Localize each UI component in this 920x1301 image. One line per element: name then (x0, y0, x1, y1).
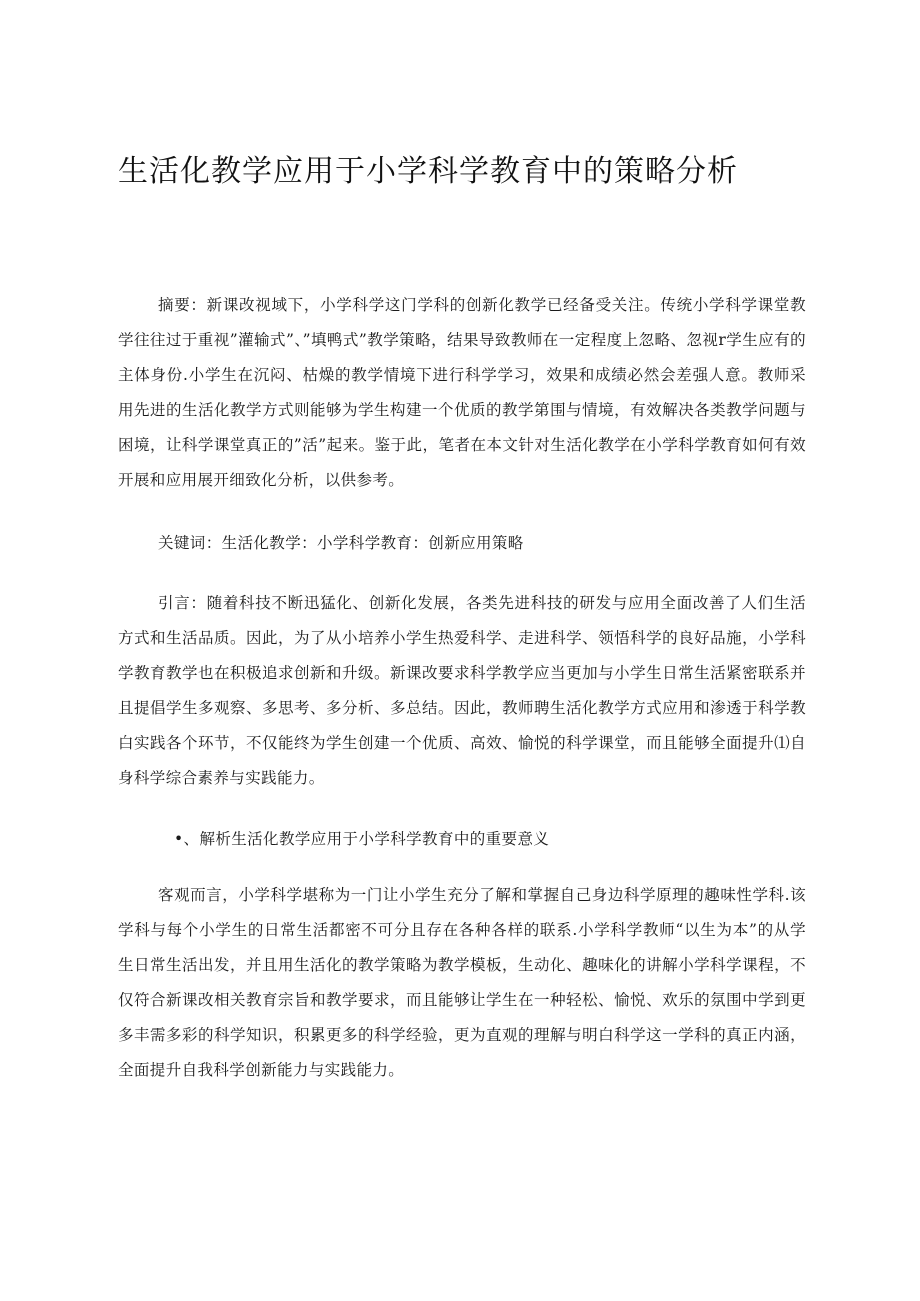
keywords-line: 关键词：生活化教学：小学科学教育：创新应用策略 (158, 534, 524, 552)
section-heading: •、解析生活化教学应用于小学科学教育中的重要意义 (174, 830, 550, 848)
document-title: 生活化教学应用于小学科学教育中的策略分析 (118, 154, 738, 189)
abstract-paragraph: 摘要：新课改视域下，小学科学这门学科的创新化教学已经备受关注。传统小学科学课堂教学往往过于重视”灌输式”、”填鸭式”教学策略，结果导致教师在一定程度上忽略、忽视r学生应有的主体身份.小学生在沉闷、枯燥的教学情境下进行科学学习，效果和成绩必然会差强人意。教师采用先进的生活化教学方式则能够为学生构建一个优质的教学第围与情境，有效解决各类教学问题与困境，让科学课堂真正的”活”起来。鉴于此，笔者在本文针对生活化教学在小学科学教育如何有效开展和应用展开细致化分析，以供参考。 (118, 296, 806, 489)
section-body-paragraph: 客观而言，小学科学堪称为一门让小学生充分了解和掌握自己身边科学原理的趣味性学科.该学科与每个小学生的日常生活都密不可分且存在各种各样的联系.小学科学教师“以生为本”的从学生日常生活出发，并且用生活化的教学策略为教学模板，生动化、趣味化的讲解小学科学课程，不仅符合新课改相关教育宗旨和教学要求，而且能够让学生在一种轻松、愉悦、欢乐的氛围中学到更多丰需多彩的科学知识，积累更多的科学经验，更为直观的理解与明白科学这一学科的真正内涵，全面提升自我科学创新能力与实践能力。 (118, 886, 806, 1079)
introduction-paragraph: 引言：随着科技不断迅猛化、创新化发展，各类先进科技的研发与应用全面改善了人们生活方式和生活品质。因此，为了从小培养小学生热爱科学、走进科学、领悟科学的良好品施，小学科学教育教学也在积极追求创新和升级。新课改要求科学教学应当更加与小学生日常生活紧密联系并且提倡学生多观察、多思考、多分析、多总结。因此，教师聘生活化教学方式应用和渗透于科学教白实践各个环节，不仅能终为学生创建一个优质、高效、愉悦的科学课堂，而且能够全面提升⑴自身科学综合素养与实践能力。 (118, 594, 806, 787)
